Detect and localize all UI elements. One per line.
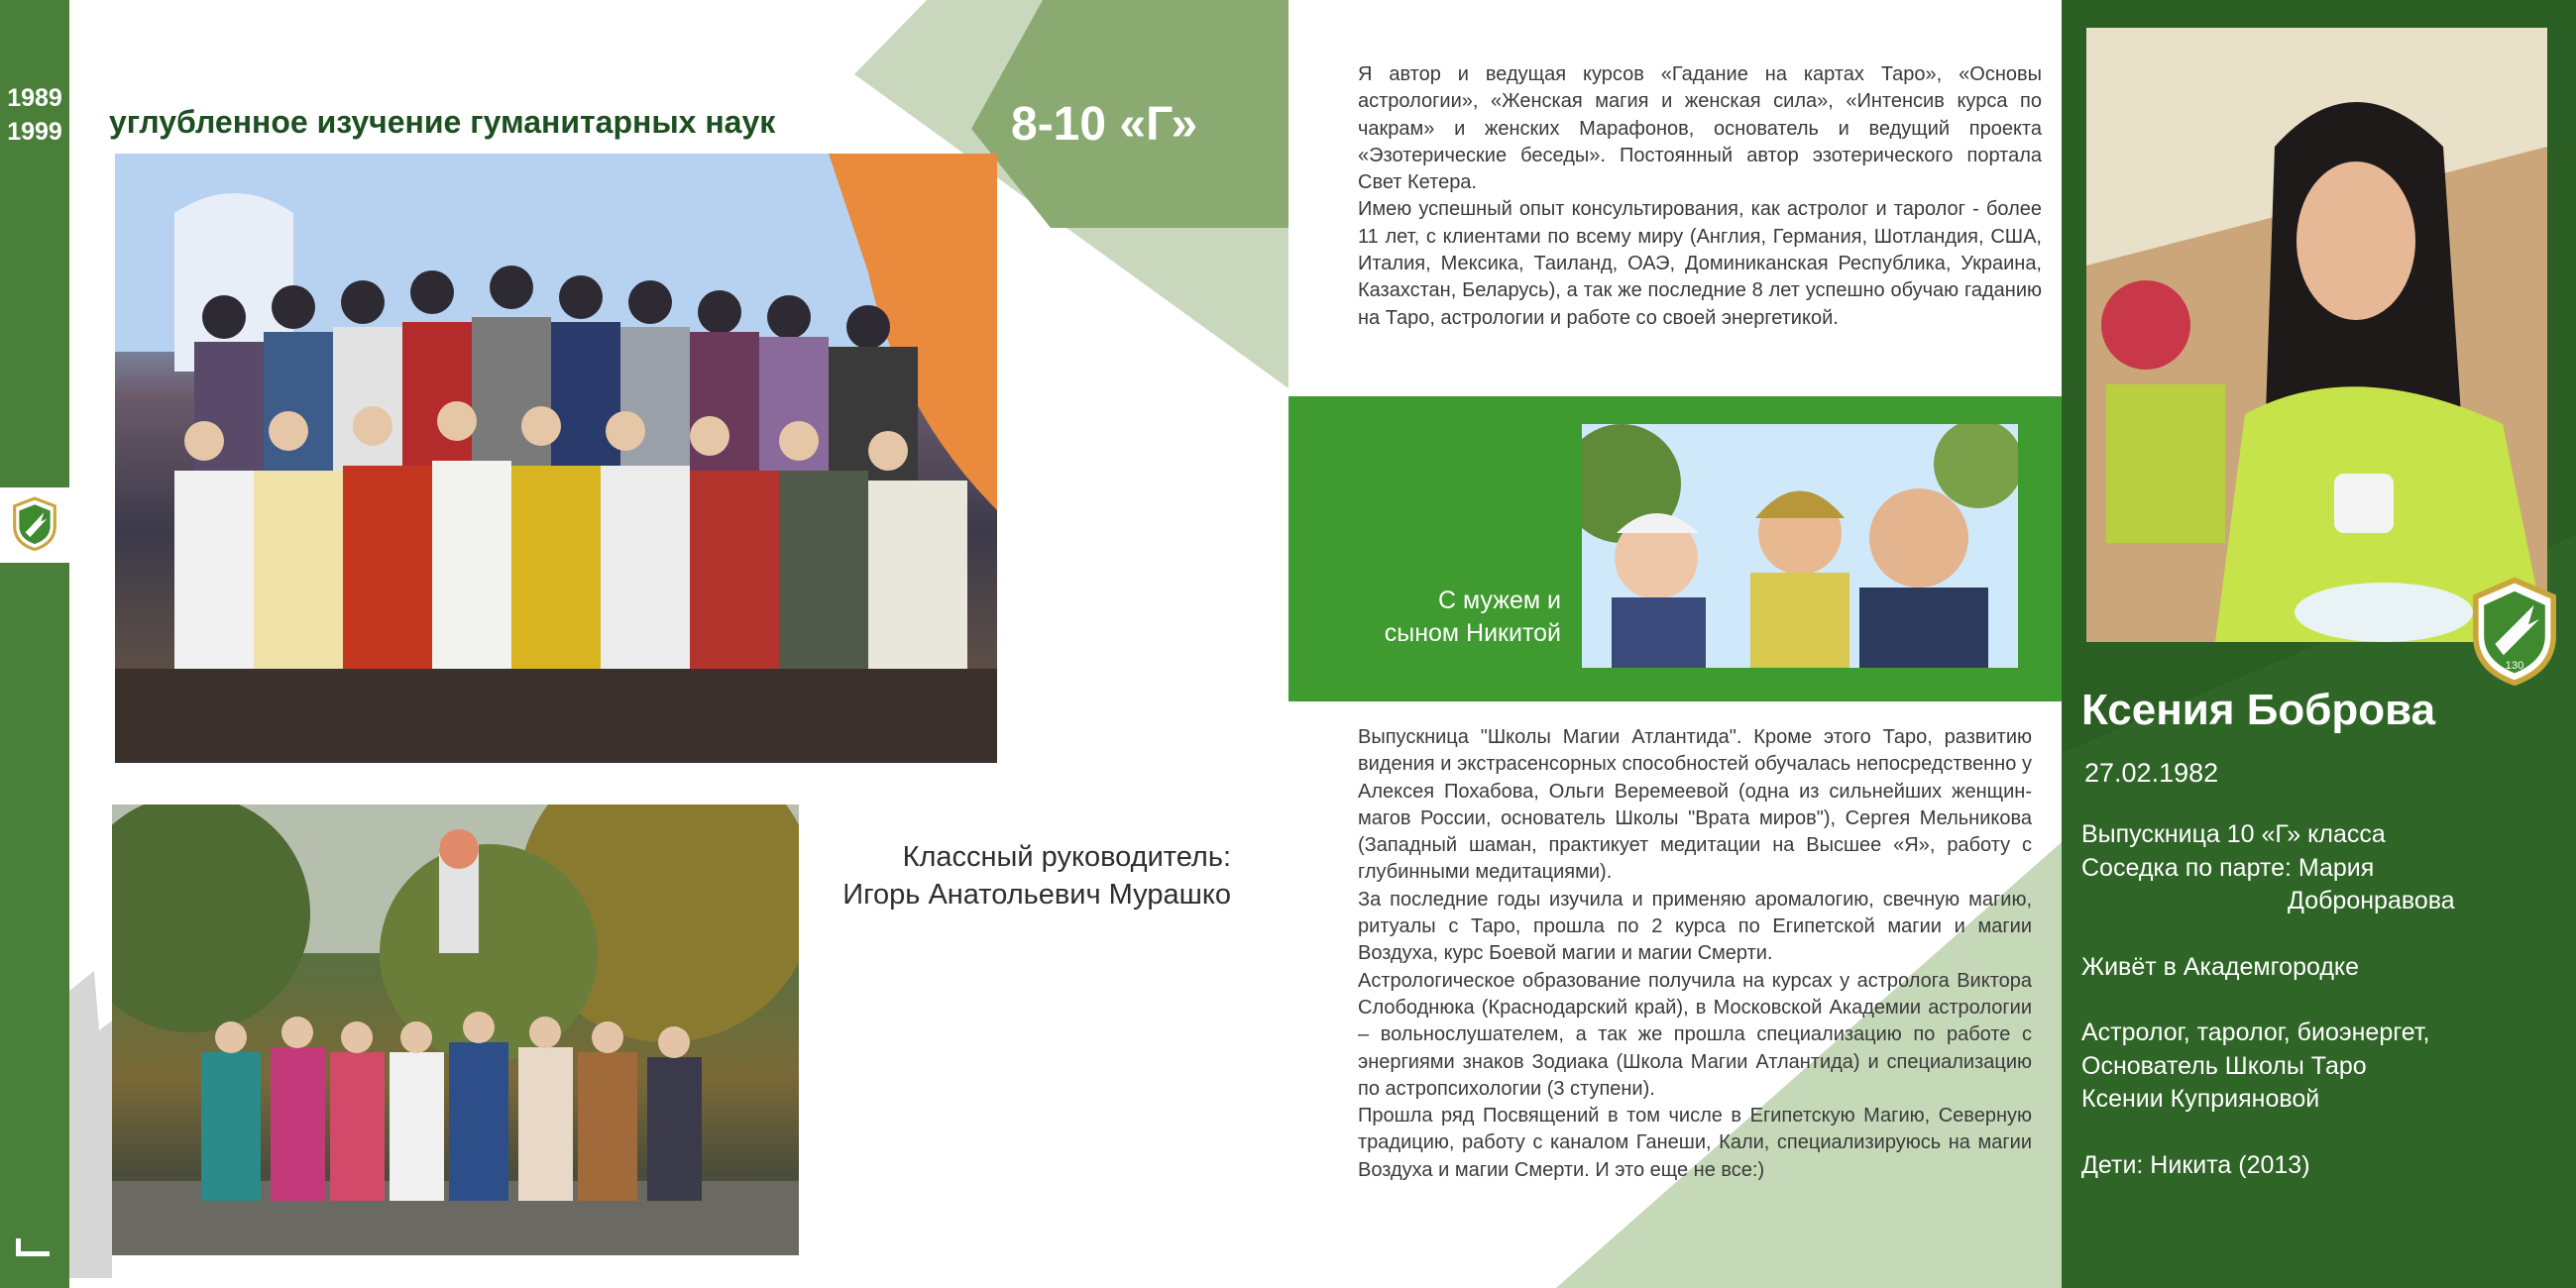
spacer <box>2081 984 2557 1017</box>
school-shield-130-icon <box>2470 575 2559 686</box>
family-caption-line: С мужем и <box>1438 587 1561 614</box>
class-label: 8-10 «Г» <box>1011 98 1198 151</box>
residence: Живёт в Академгородке <box>2081 952 2360 981</box>
bio-paragraph: Я автор и ведущая курсов «Гадание на картах Таро», «Основы астрологии», «Женская магия и женская сила», «Интенсив курса по чакрам» и женских Марафонов, основатель и ведущий проекта «Эзотерические беседы». Постоянный автор эзотерического портала Свет Кетера. <box>1358 63 2042 194</box>
family-caption-line: сыном Никитой <box>1384 619 1561 647</box>
portrait-figures <box>2086 28 2547 642</box>
children: Дети: Никита (2013) <box>2081 1150 2310 1179</box>
end-year: 1999 <box>7 118 62 146</box>
bio-paragraph: Астрологическое образование получила на курсах у астролога Виктора Слободнюка (Краснодарский край), в Московской Академии астрологии – вольнослушателем, а так же прошла специализацию по работе с энергиями знаков Зодиака (Школа Магии Атлантида) и специализацию по астропсихологии (3 ступени). <box>1358 969 2032 1100</box>
left-sidebar <box>0 0 69 1288</box>
family-photo-figures <box>1582 424 2018 668</box>
bio-paragraph: Выпускница "Школы Магии Атлантида". Кроме этого Таро, развитию видения и экстрасенсорных способностей обучалась непосредственно у Алексея Похабова, Ольги Веремеевой (одна из сильнейших женщин-магов России, основатель Школы "Врата миров"), Сергея Мельникова (Западный шаман, практикует медитации на Высшее «Я», работу с глубинными медитациями). <box>1358 726 2032 884</box>
profession: Основатель Школы Таро <box>2081 1051 2367 1080</box>
emblem-number: 130 <box>2505 660 2524 673</box>
birth-date: 27.02.1982 <box>2084 758 2219 788</box>
desk-mate: Соседка по парте: Мария <box>2081 853 2375 882</box>
bio-paragraph: За последние годы изучила и применяю аромалогию, свечную магию, ритуалы с Таро, прошла по 2 курса по Египетской магии и магии Воздуха, курс Боевой магии и магии Смерти. <box>1358 888 2032 965</box>
school-shield-icon <box>10 493 59 553</box>
autumn-photo-figures <box>112 805 799 1255</box>
class-group-photo <box>115 154 997 763</box>
years-label <box>0 81 69 149</box>
spacer <box>2081 918 2557 951</box>
class-photo-figures <box>115 154 997 763</box>
family-caption <box>1318 585 1561 650</box>
start-year: 1989 <box>7 84 62 112</box>
teacher-heading: Классный руководитель: <box>902 841 1231 873</box>
class-teacher <box>783 838 1231 913</box>
desk-mate-name: Добронравова <box>2288 887 2455 914</box>
portrait-photo <box>2086 28 2547 642</box>
bio-paragraph: Имею успешный опыт консультирования, как астролог и таролог - более 11 лет, с клиентами по всему миру (Англия, Германия, Шотландия, США, Италия, Мексика, Таиланд, ОАЭ, Доминиканская Республика, Украина, Казахстан, Беларусь), а так же последние 8 лет успешно обучаю гаданию на Таро, астрологии и работе со своей энергетикой. <box>1358 198 2042 329</box>
teacher-name: Игорь Анатольевич Мурашко <box>842 879 1231 911</box>
corner-bracket-icon <box>16 1238 50 1256</box>
family-photo <box>1582 424 2018 668</box>
left-emblem-box <box>0 487 69 563</box>
subject-title: углубленное изучение гуманитарных наук <box>109 104 776 140</box>
grey-skyline-silhouette <box>69 971 112 1278</box>
bio-top <box>1358 61 2042 332</box>
profession: Астролог, таролог, биоэнергет, <box>2081 1019 2430 1046</box>
person-name: Ксения Боброва <box>2081 686 2436 734</box>
spacer <box>2081 1117 2557 1149</box>
autumn-group-photo <box>112 805 799 1255</box>
bio-bottom <box>1358 724 2032 1184</box>
profession: Ксении Куприяновой <box>2081 1085 2320 1113</box>
graduate-class: Выпускница 10 «Г» класса <box>2081 820 2386 848</box>
bio-paragraph: Прошла ряд Посвящений в том числе в Египетскую Магию, Северную традицию, работу с каналом Ганеши, Кали, специализируюсь на магии Воздуха и магии Смерти. И это еще не все:) <box>1358 1105 2032 1181</box>
profile-facts <box>2081 818 2557 1182</box>
